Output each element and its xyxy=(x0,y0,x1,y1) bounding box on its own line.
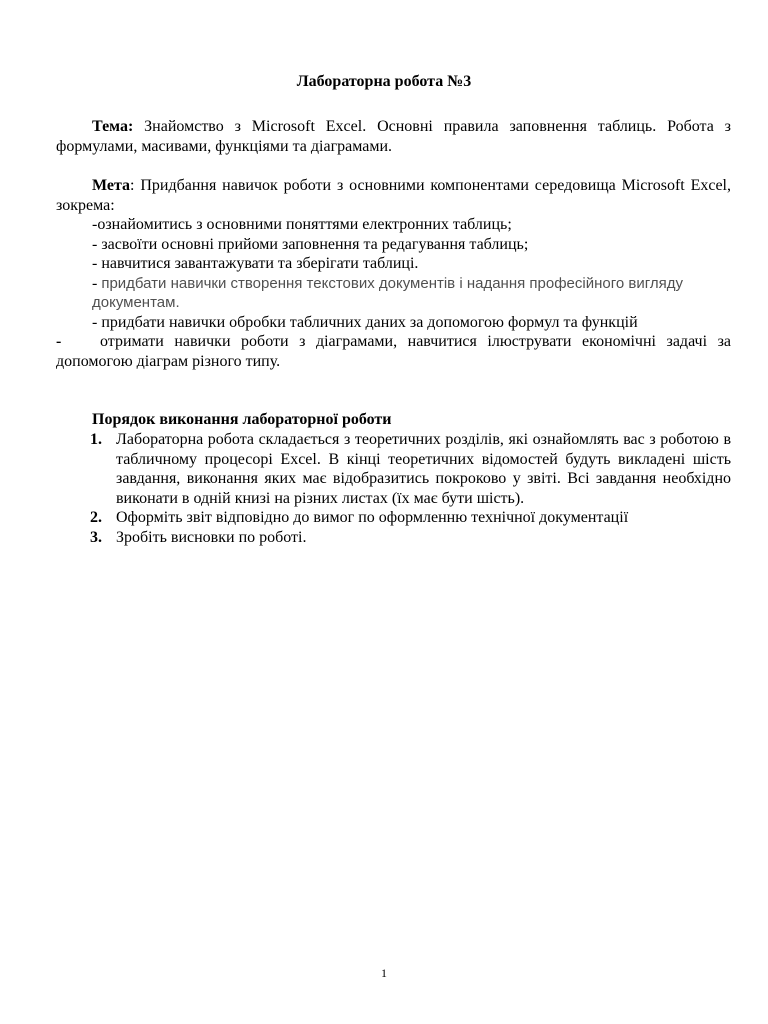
procedure-list xyxy=(90,430,731,547)
procedure-item: 3. Зробіть висновки по роботі. xyxy=(90,528,307,546)
page-number: 1 xyxy=(381,966,387,980)
goal-item: - придбати навички обробки табличних даних за допомогою формул та функцій xyxy=(92,313,638,331)
goal-text: : Придбання навичок роботи з основними компонентами середовища Microsoft Excel, зокрема: xyxy=(56,177,731,214)
goal-list xyxy=(56,215,767,332)
topic-paragraph xyxy=(56,117,731,156)
goal-paragraph xyxy=(56,176,731,215)
procedure-item: 2. Оформіть звіт відповідно до вимог по оформленню технічної документації xyxy=(90,509,629,526)
goal-item: - засвоїти основні прийоми заповнення та редагування таблиць; xyxy=(92,235,529,253)
goal-label: Мета xyxy=(92,177,131,194)
topic-label: Тема: xyxy=(92,118,134,135)
goal-item: - придбати навички створення текстових документів і надання професійного вигляду документам. xyxy=(92,274,683,311)
goal-item: - навчитися завантажувати та зберігати таблиці. xyxy=(92,255,419,272)
procedure-heading: Порядок виконання лабораторної роботи xyxy=(92,411,392,428)
procedure-item: 1. Лабораторна робота складається з теоретичних розділів, які ознайомлять вас з роботою в табличному процесорі Excel. В кінці теоретичних відомостей будуть викладені шість завдання, виконання яких має відобразитись покроково у звіті. Всі завдання необхідно виконати в одній книзі на різних листах (їх має бути шість). xyxy=(90,431,731,507)
goal-item-last: - отримати навички роботи з діаграмами, навчитися ілюструвати економічні задачі за допомогою діаграм різного типу. xyxy=(56,333,731,370)
page-title: Лабораторна робота №3 xyxy=(296,73,472,90)
goal-item: -ознайомитись з основними поняттями електронних таблиць; xyxy=(92,216,512,233)
topic-text: Знайомство з Microsoft Excel. Основні правила заповнення таблиць. Робота з формулами, масивами, функціями та діаграмами. xyxy=(56,118,731,155)
